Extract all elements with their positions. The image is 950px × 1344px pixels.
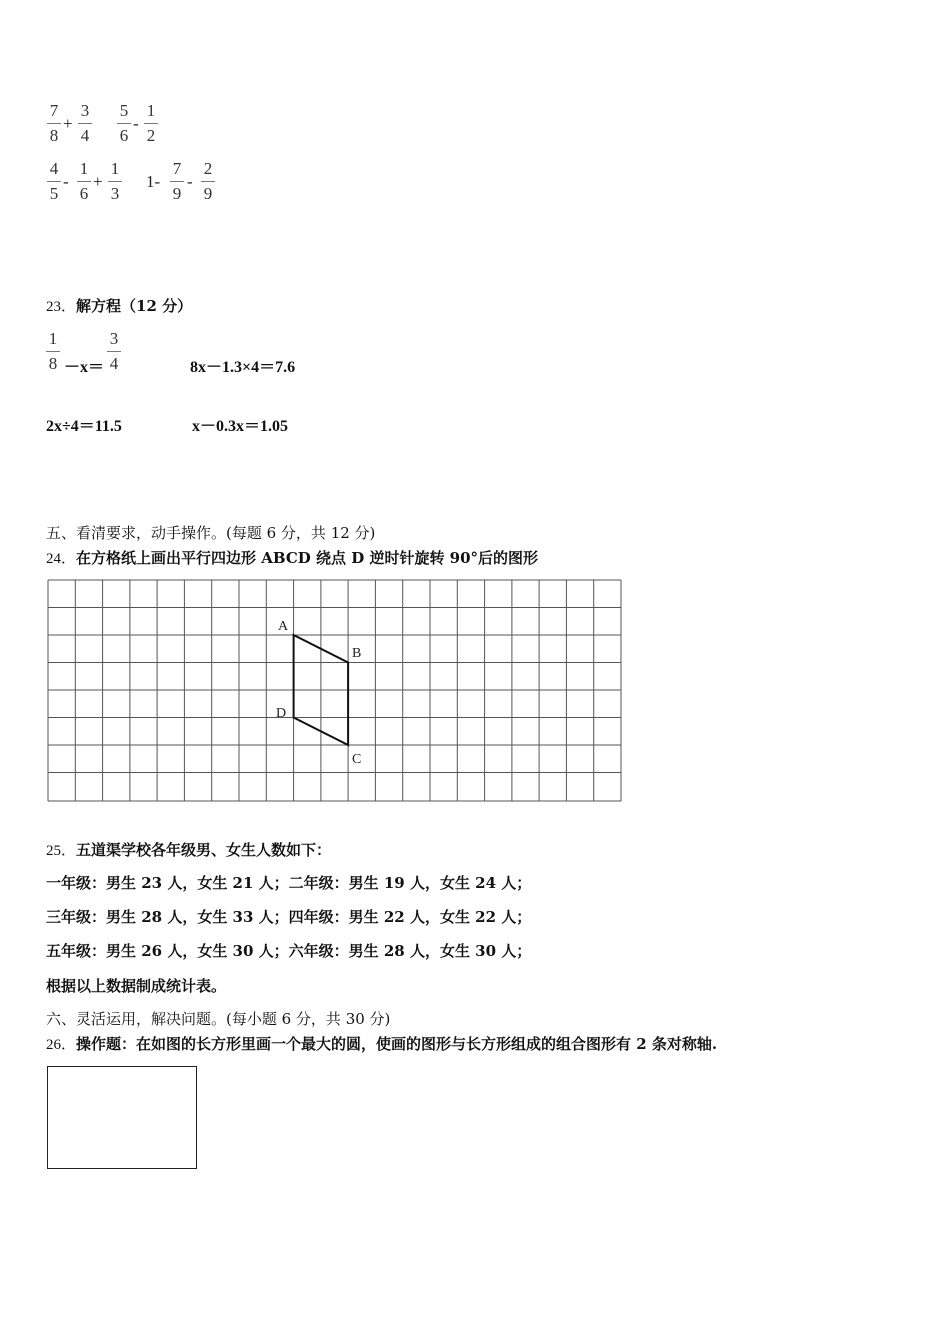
numerator: 7 [49, 101, 59, 120]
numerator: 1 [48, 329, 58, 348]
denominator: 4 [80, 126, 90, 145]
denominator: 6 [119, 126, 129, 145]
numerator: 2 [203, 159, 213, 178]
fraction-7-8 [46, 101, 62, 146]
denominator: 3 [110, 184, 120, 203]
numerator: 4 [49, 159, 59, 178]
question-title: 操作题：在如图的长方形里画一个最大的圆，使画的图形与长方形组成的组合图形有 2 条对称轴. [76, 1035, 718, 1053]
minus-operator: - [133, 114, 139, 133]
question-title: 解方程（12 分） [76, 297, 193, 315]
question-number: 23． [46, 299, 77, 315]
question-number: 26． [46, 1037, 77, 1053]
fraction-3-4 [77, 101, 93, 146]
equation-3: 2x÷4＝11.5 [46, 418, 122, 435]
fraction-2-9 [200, 159, 216, 204]
fraction-1-2 [143, 101, 159, 146]
question-number: 25． [46, 843, 77, 859]
numerator: 3 [80, 101, 90, 120]
equation-1-middle: －x＝ [64, 359, 105, 376]
vertex-label-c: C [352, 752, 362, 767]
plus-operator: + [63, 114, 73, 133]
section-5-heading: 五、看清要求，动手操作。(每题 6 分，共 12 分) [46, 524, 376, 542]
minus-operator: - [187, 172, 193, 191]
q26-heading [46, 1033, 717, 1054]
question-title: 在方格纸上画出平行四边形 ABCD 绕点 D 逆时针旋转 90°后的图形 [76, 549, 539, 567]
fraction-1-8 [45, 329, 61, 374]
fraction-1-6 [76, 159, 92, 204]
denominator: 4 [109, 354, 119, 373]
q25-line-3: 五年级：男生 26 人，女生 30 人；六年级：男生 28 人，女生 30 人； [46, 942, 532, 960]
numerator: 3 [109, 329, 119, 348]
fraction-7-9 [169, 159, 185, 204]
minus-operator: - [63, 172, 69, 191]
denominator: 2 [146, 126, 156, 145]
denominator: 9 [203, 184, 213, 203]
denominator: 8 [49, 126, 59, 145]
q25-line-2: 三年级：男生 28 人，女生 33 人；四年级：男生 22 人，女生 22 人； [46, 908, 532, 926]
numerator: 1 [110, 159, 120, 178]
denominator: 6 [79, 184, 89, 203]
fraction-3-4 [106, 329, 122, 374]
q25-line-4: 根据以上数据制成统计表。 [46, 977, 227, 995]
q25-line-1: 一年级：男生 23 人，女生 21 人；二年级：男生 19 人，女生 24 人； [46, 874, 532, 892]
one-minus: 1- [146, 172, 161, 191]
rectangle-figure [47, 1066, 197, 1169]
fraction-1-3 [107, 159, 123, 204]
plus-operator: + [93, 172, 103, 191]
q25-heading [46, 839, 331, 860]
vertex-label-b: B [352, 646, 362, 661]
denominator: 5 [49, 184, 59, 203]
vertex-label-d: D [276, 706, 287, 721]
numerator: 5 [119, 101, 129, 120]
fraction-4-5 [46, 159, 62, 204]
grid-paper [45, 577, 625, 805]
vertex-label-a: A [278, 619, 289, 634]
question-number: 24． [46, 551, 77, 567]
fraction-5-6 [116, 101, 132, 146]
equation-4: x－0.3x＝1.05 [192, 418, 289, 435]
denominator: 9 [172, 184, 182, 203]
q24-heading [46, 547, 538, 568]
numerator: 1 [146, 101, 156, 120]
q23-heading [46, 295, 192, 316]
section-6-heading: 六、灵活运用，解决问题。(每小题 6 分，共 30 分) [46, 1010, 391, 1028]
numerator: 7 [172, 159, 182, 178]
equation-2: 8x－1.3×4＝7.6 [190, 359, 296, 376]
numerator: 1 [79, 159, 89, 178]
grid-lines [48, 580, 621, 801]
question-title: 五道渠学校各年级男、女生人数如下： [76, 841, 332, 859]
denominator: 8 [48, 354, 58, 373]
